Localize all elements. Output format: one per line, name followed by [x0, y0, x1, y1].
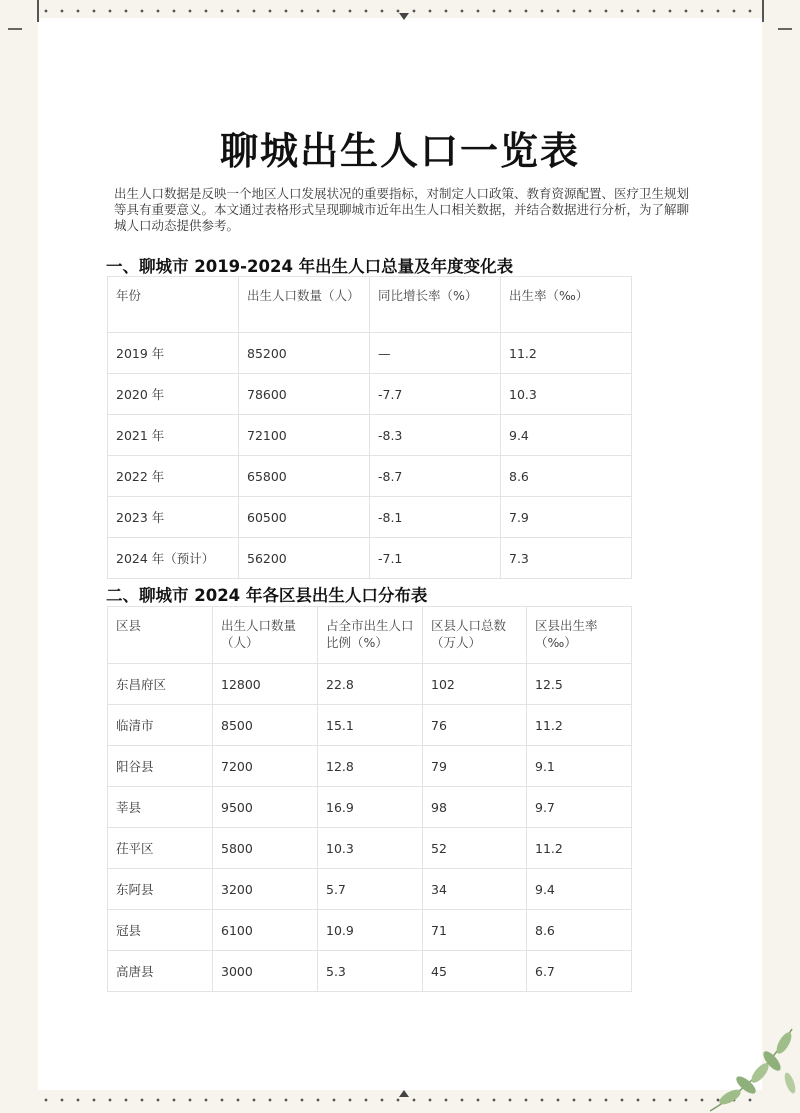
section1-heading: 一、聊城市 2019-2024 年出生人口总量及年度变化表	[106, 257, 514, 276]
table-cell: -8.7	[370, 456, 501, 497]
table-cell: 7.9	[501, 497, 632, 538]
table-cell: 9500	[213, 787, 318, 828]
table-row	[108, 456, 632, 497]
header-births: 出生人口数量（人）	[239, 277, 370, 333]
table-cell: 9.1	[527, 746, 632, 787]
table-cell: 3200	[213, 869, 318, 910]
table-cell: 71	[423, 910, 527, 951]
table-cell: 7.3	[501, 538, 632, 579]
table-cell: -7.1	[370, 538, 501, 579]
leaf-decoration-icon	[680, 1023, 800, 1113]
table-cell: 72100	[239, 415, 370, 456]
table-row	[108, 869, 632, 910]
table-header-row	[108, 607, 632, 664]
table-row	[108, 705, 632, 746]
table-cell: 9.7	[527, 787, 632, 828]
table-cell: 79	[423, 746, 527, 787]
table-cell: 茌平区	[108, 828, 213, 869]
intro-paragraph: 出生人口数据是反映一个地区人口发展状况的重要指标，对制定人口政策、教育资源配置、医疗卫生规划等具有重要意义。本文通过表格形式呈现聊城市近年出生人口相关数据，并结合数据进行分析，为了解聊城人口动态提供参考。	[114, 186, 690, 233]
corner-line-left	[37, 0, 39, 22]
table-cell: 莘县	[108, 787, 213, 828]
header-district: 区县	[108, 607, 213, 664]
table-row	[108, 664, 632, 705]
top-marker-icon	[399, 13, 409, 20]
table-row	[108, 538, 632, 579]
header-year: 年份	[108, 277, 239, 333]
table-cell: 2024 年（预计）	[108, 538, 239, 579]
header-birth-rate: 出生率（‰）	[501, 277, 632, 333]
table-cell: -8.3	[370, 415, 501, 456]
table-cell: 12800	[213, 664, 318, 705]
header-population: 区县人口总数（万人）	[423, 607, 527, 664]
corner-dash-left	[8, 28, 22, 30]
table-cell: 11.2	[527, 828, 632, 869]
table-row	[108, 333, 632, 374]
table-cell: 高唐县	[108, 951, 213, 992]
table-cell: 9.4	[527, 869, 632, 910]
table-row	[108, 415, 632, 456]
table-cell: 78600	[239, 374, 370, 415]
table-cell: 2022 年	[108, 456, 239, 497]
table-cell: 65800	[239, 456, 370, 497]
section2-heading: 二、聊城市 2024 年各区县出生人口分布表	[106, 586, 428, 605]
table-row	[108, 497, 632, 538]
birth-trend-table	[107, 276, 632, 579]
table-cell: 2019 年	[108, 333, 239, 374]
table-cell: 3000	[213, 951, 318, 992]
table-cell: 45	[423, 951, 527, 992]
table-cell: 10.3	[318, 828, 423, 869]
table-cell: 12.8	[318, 746, 423, 787]
table-row	[108, 910, 632, 951]
table-cell: 22.8	[318, 664, 423, 705]
table-cell: 52	[423, 828, 527, 869]
page-title: 聊城出生人口一览表	[219, 129, 580, 173]
bottom-dotted-border	[38, 1097, 762, 1103]
table-cell: 临清市	[108, 705, 213, 746]
table-cell: —	[370, 333, 501, 374]
header-births: 出生人口数量（人）	[213, 607, 318, 664]
table-cell: 6.7	[527, 951, 632, 992]
table-cell: 阳谷县	[108, 746, 213, 787]
table-cell: 冠县	[108, 910, 213, 951]
table-cell: 16.9	[318, 787, 423, 828]
corner-dash-right	[778, 28, 792, 30]
table-cell: 102	[423, 664, 527, 705]
table-cell: -7.7	[370, 374, 501, 415]
table-cell: 34	[423, 869, 527, 910]
header-district-rate: 区县出生率（‰）	[527, 607, 632, 664]
table-cell: 8.6	[501, 456, 632, 497]
table-cell: 东昌府区	[108, 664, 213, 705]
table-cell: 11.2	[501, 333, 632, 374]
header-share: 占全市出生人口比例（%）	[318, 607, 423, 664]
table-cell: 98	[423, 787, 527, 828]
table-cell: 8500	[213, 705, 318, 746]
table-cell: 2023 年	[108, 497, 239, 538]
bottom-marker-icon	[399, 1090, 409, 1097]
table-row	[108, 951, 632, 992]
table-cell: 60500	[239, 497, 370, 538]
table-cell: 10.9	[318, 910, 423, 951]
table-row	[108, 787, 632, 828]
corner-line-right	[762, 0, 764, 22]
table-cell: 56200	[239, 538, 370, 579]
district-distribution-table	[107, 606, 632, 992]
table-cell: 12.5	[527, 664, 632, 705]
table-cell: 5.3	[318, 951, 423, 992]
table-header-row	[108, 277, 632, 333]
table-cell: -8.1	[370, 497, 501, 538]
table-cell: 15.1	[318, 705, 423, 746]
header-growth: 同比增长率（%）	[370, 277, 501, 333]
table-row	[108, 746, 632, 787]
table-cell: 8.6	[527, 910, 632, 951]
table-cell: 2020 年	[108, 374, 239, 415]
table-cell: 5800	[213, 828, 318, 869]
table-cell: 9.4	[501, 415, 632, 456]
table-cell: 2021 年	[108, 415, 239, 456]
table-cell: 7200	[213, 746, 318, 787]
table-cell: 76	[423, 705, 527, 746]
table-row	[108, 374, 632, 415]
table-cell: 11.2	[527, 705, 632, 746]
table-cell: 10.3	[501, 374, 632, 415]
table-cell: 85200	[239, 333, 370, 374]
table-cell: 5.7	[318, 869, 423, 910]
table-cell: 东阿县	[108, 869, 213, 910]
table-row	[108, 828, 632, 869]
table-cell: 6100	[213, 910, 318, 951]
